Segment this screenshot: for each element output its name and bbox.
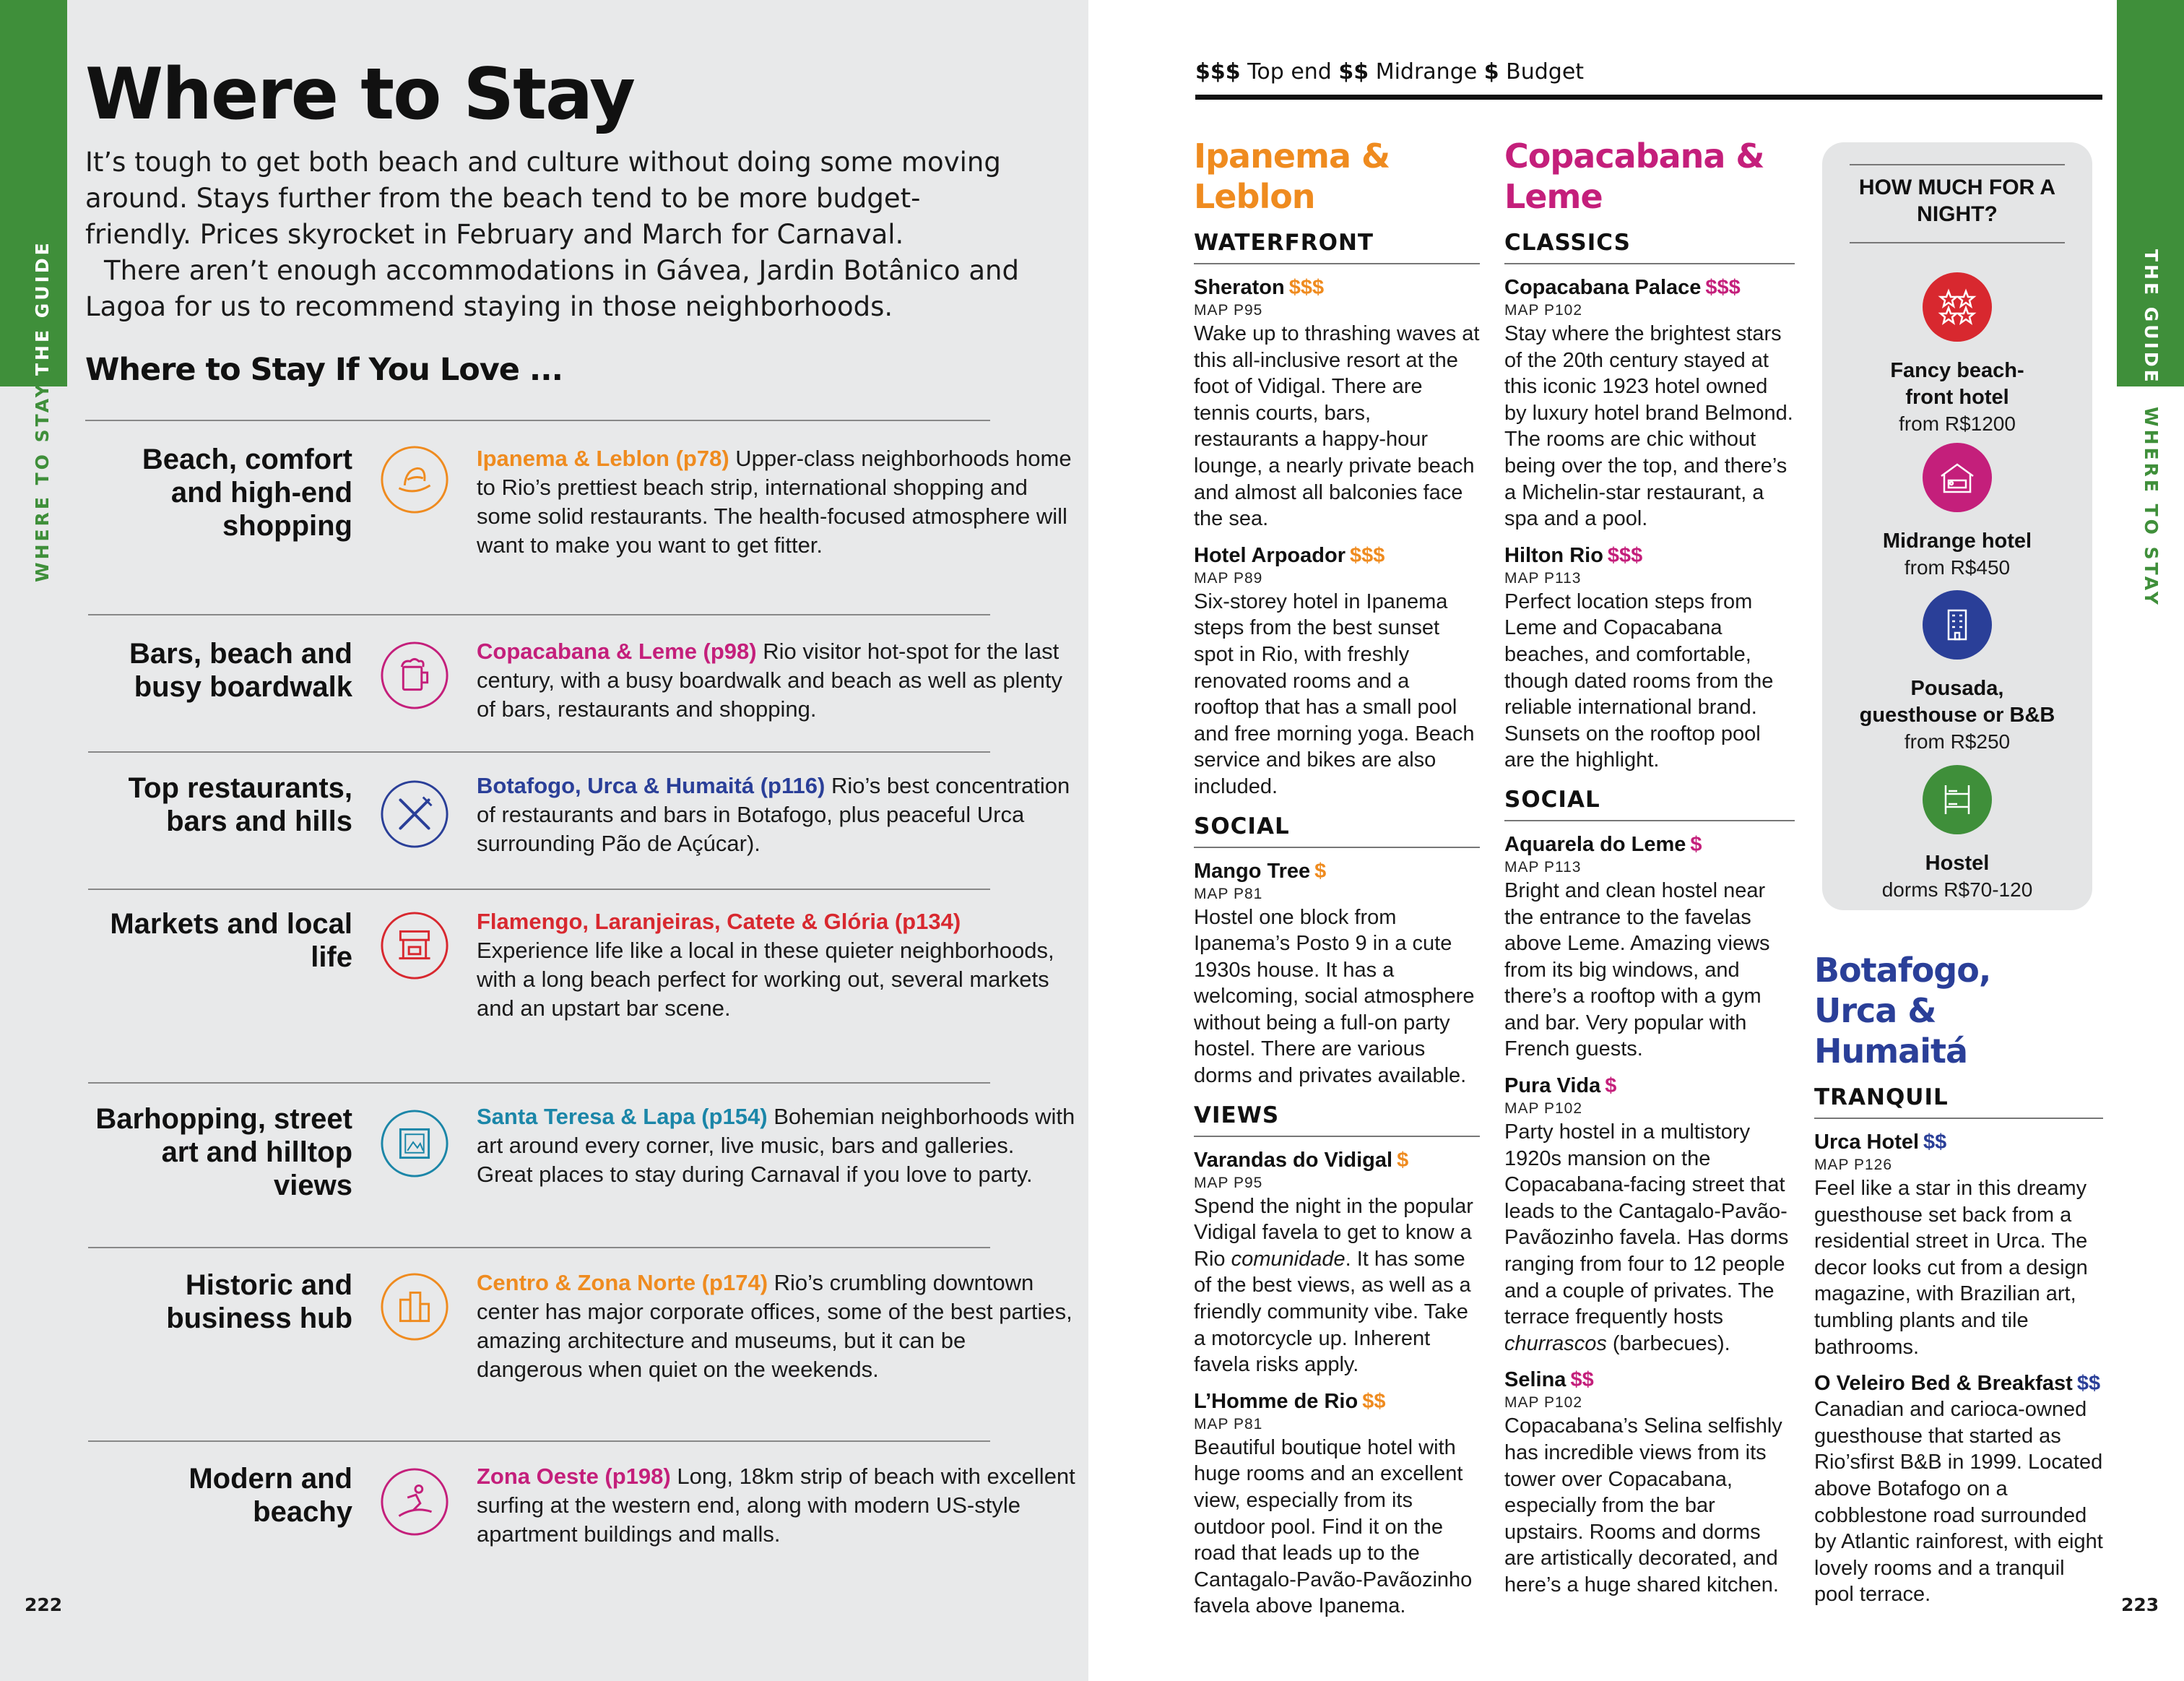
love-text: Experience life like a local in these quieter neighborhoods, with a long beach perfect for working out, several markets and an upstart bar scene. — [477, 938, 1054, 1021]
hotel-description: Beautiful boutique hotel with huge rooms and an excellent view, especially from its outdoor pool. Find it on the road that leads up to the Cantagalo-Pavão-Pavãozinho favela above Ipanema. — [1194, 1435, 1473, 1618]
map-reference[interactable]: MAP P102 — [1504, 302, 1583, 319]
hotel-veleiro — [1814, 1370, 2103, 1608]
love-category: Bars, beach and busy boardwalk — [129, 638, 352, 703]
tab-label-the-guide: THE GUIDE — [2141, 249, 2162, 385]
price-tag: $$$ — [1705, 276, 1741, 299]
hotel-description: Bright and clean hostel near the entrance to the favelas above Leme. Amazing views from its big windows, and there’s a rooftop with a gym and bar. Very popular with French guests. — [1504, 878, 1770, 1061]
hotel-description — [1194, 1193, 1480, 1378]
price-tag: $$$ — [1288, 276, 1325, 299]
hotel-name: Mango Tree — [1194, 859, 1311, 883]
left-page — [0, 0, 1088, 1681]
love-description — [477, 637, 1076, 724]
hotel-name: Hilton Rio — [1504, 543, 1603, 567]
hotel-description: Perfect location steps from Leme and Copacabana beaches, and comfortable, though dated rooms from the reliable international brand. Sunsets on the rooftop pool are the highlight. — [1504, 589, 1774, 772]
love-category: Beach, comfort and high-end shopping — [142, 444, 352, 542]
legend-divider — [1195, 95, 2102, 100]
price-tag: $$$ — [1349, 543, 1385, 567]
area-link-botafogo[interactable]: Botafogo, Urca & Humaitá (p116) — [477, 773, 826, 798]
legend-label: Midrange — [1375, 59, 1478, 85]
legend-symbol: $ — [1483, 59, 1499, 85]
list-item — [88, 614, 1063, 751]
list-item — [88, 1440, 1075, 1578]
desc-part: . It has some of the best views, as well as a friendly community vibe. Take a motorcycle up. Inherent favela risks apply. — [1194, 1247, 1471, 1377]
map-reference[interactable]: MAP P102 — [1504, 1100, 1583, 1118]
legend-symbol: $$$ — [1195, 59, 1241, 85]
hotel-hilton-rio — [1504, 543, 1795, 774]
hotel-bed-icon — [1923, 443, 1992, 512]
hotel-mango-tree — [1194, 858, 1480, 1089]
price-tag: $$ — [1362, 1389, 1386, 1413]
hotel-name: Varandas do Vidigal — [1194, 1148, 1393, 1172]
hotel-lhomme — [1194, 1388, 1480, 1620]
copacabana-column — [1504, 136, 1795, 1599]
list-item — [88, 1082, 1075, 1247]
price-guide-box — [1822, 142, 2092, 910]
love-text: Rio’s crumbling downtown center has major corporate offices, some of the best parties, amazing architecture and museums, but it can be dangerous when quiet on the weekends. — [477, 1270, 1072, 1382]
tab-label-where-to-stay: WHERE TO STAY — [2141, 407, 2162, 608]
map-reference[interactable]: MAP P102 — [1504, 1394, 1583, 1412]
map-reference[interactable]: MAP P95 — [1194, 1174, 1263, 1191]
market-stall-icon — [379, 910, 450, 981]
hotel-name: Urca Hotel — [1814, 1131, 1920, 1154]
price-item-hostel — [1822, 765, 2092, 903]
love-description — [477, 1102, 1076, 1189]
love-category: Barhopping, street art and hilltop views — [95, 1103, 352, 1201]
price-item-price: from R$250 — [1904, 730, 2011, 753]
price-tag: $ — [1314, 859, 1327, 883]
love-text: Bohemian neighborhoods with art around every corner, live music, bars and galleries. Great places to stay during Carnaval if you love to party. — [477, 1104, 1075, 1187]
hotel-description: Hostel one block from Ipanema’s Posto 9 in a cute 1930s house. It has a welcoming, social atmosphere without being a full-on party hostel. There are various dorms and privates available. — [1194, 905, 1475, 1088]
map-reference[interactable]: MAP P113 — [1504, 858, 1582, 876]
legend-label: Top end — [1247, 59, 1332, 85]
list-item — [88, 421, 1072, 614]
page-title: Where to Stay — [85, 53, 634, 136]
love-text: Long, 18km strip of beach with excellent surfing at the western end, along with modern US-style apartment buildings and malls. — [477, 1464, 1075, 1547]
botafogo-column — [1814, 950, 2103, 1608]
price-item-midrange — [1822, 443, 2092, 581]
office-buildings-icon — [379, 1271, 450, 1342]
price-item-name: Pousada, guesthouse or B&B — [1859, 677, 2055, 727]
hotel-name: Pura Vida — [1504, 1074, 1601, 1098]
price-tag: $ — [1397, 1148, 1409, 1172]
intro-paragraph: It’s tough to get both beach and culture without doing some moving around. Stays further from the beach tend to be more budget-friendly. Prices skyrocket in February and March for Carnaval. — [85, 147, 1001, 250]
hotel-name: Hotel Arpoador — [1194, 543, 1346, 567]
hotel-description: Feel like a star in this dreamy guesthouse set back from a residential street in Urca. The decor looks cut from a design magazine, with Brazilian art, tumbling plants and tile bathrooms. — [1814, 1177, 2088, 1359]
love-category: Modern and beachy — [188, 1463, 352, 1528]
area-link-copacabana[interactable]: Copacabana & Leme (p98) — [477, 639, 757, 664]
desc-emphasis: comunidade — [1231, 1247, 1346, 1271]
area-link-centro[interactable]: Centro & Zona Norte (p174) — [477, 1270, 768, 1295]
category-waterfront: WATERFRONT — [1194, 230, 1480, 264]
hotel-pura-vida — [1504, 1073, 1795, 1357]
legend-symbol: $$ — [1338, 59, 1369, 85]
hotel-arpoador — [1194, 543, 1480, 800]
building-icon — [1923, 590, 1992, 660]
tab-label-the-guide: THE GUIDE — [32, 240, 53, 376]
area-link-zona-oeste[interactable]: Zona Oeste (p198) — [477, 1464, 671, 1489]
love-text: Upper-class neighborhoods home to Rio’s prettiest beach strip, international shopping and some solid restaurants. The health-focused atmosphere will want to make you want to get fitter. — [477, 446, 1072, 558]
price-tag: $$ — [1923, 1131, 1947, 1154]
price-item-price: from R$1200 — [1899, 412, 2016, 435]
category-social: SOCIAL — [1504, 787, 1795, 821]
price-tag: $$ — [2076, 1372, 2101, 1396]
beer-mug-icon — [379, 640, 450, 711]
hotel-name: O Veleiro Bed & Breakfast — [1814, 1372, 2073, 1396]
hotel-urca — [1814, 1129, 2103, 1360]
hotel-selina — [1504, 1367, 1795, 1598]
love-description — [477, 444, 1076, 560]
beach-hat-icon — [379, 444, 450, 515]
hotel-name: Copacabana Palace — [1504, 276, 1702, 299]
price-item-name: Fancy beach-front hotel — [1890, 359, 2024, 409]
intro-paragraph: There aren’t enough accommodations in Gávea, Jardin Botânico and Lagoa for us to recommend staying in those neighborhoods. — [85, 255, 1019, 322]
love-category: Historic and business hub — [166, 1269, 352, 1334]
area-link-ipanema[interactable]: Ipanema & Leblon (p78) — [477, 446, 729, 471]
map-reference[interactable]: MAP P126 — [1814, 1157, 1893, 1173]
list-item — [88, 1247, 1072, 1440]
love-category: Top restaurants, bars and hills — [128, 772, 352, 837]
list-item — [88, 889, 1054, 1082]
hotel-name: Selina — [1504, 1368, 1566, 1392]
map-reference[interactable]: MAP P113 — [1504, 569, 1582, 587]
price-tag: $$ — [1570, 1368, 1594, 1392]
page-number: 223 — [2121, 1594, 2159, 1615]
desc-emphasis: churrascos — [1504, 1331, 1607, 1355]
desc-part: Party hostel in a multistory 1920s mansion on the Copacabana-facing street that leads to the Cantagalo-Pavão-Pavãozinho favela. Has dorms ranging from four to 12 people and a couple of privates. The terrace frequently hosts — [1504, 1120, 1789, 1329]
hotel-description: Wake up to thrashing waves at this all-inclusive resort at the foot of Vidigal. There are tennis courts, bars, restaurants a happy-hour lounge, a nearly private beach and almost all balconies face the sea. — [1194, 322, 1480, 531]
love-text: Rio’s best concentration of restaurants and bars in Botafogo, plus peaceful Urca surrounding Pão de Açúcar). — [477, 773, 1070, 856]
hotel-varandas — [1194, 1147, 1480, 1378]
hotel-name: Aquarela do Leme — [1504, 832, 1686, 856]
price-item-price: dorms R$70-120 — [1881, 878, 2033, 901]
price-item-pousada — [1822, 590, 2092, 755]
category-views: VIEWS — [1194, 1102, 1480, 1137]
area-title-copacabana: Copacabana & Leme — [1504, 137, 1764, 216]
fork-knife-icon — [379, 779, 450, 850]
price-box-heading: HOW MUCH FOR A NIGHT? — [1850, 164, 2065, 243]
map-reference[interactable]: MAP P81 — [1194, 885, 1263, 902]
bunk-bed-icon — [1923, 765, 1992, 834]
surfer-icon — [379, 1466, 450, 1537]
hotel-description: Copacabana’s Selina selfishly has incredible views from its tower over Copacabana, especially from the bar upstairs. Rooms and dorms are artistically decorated, and here’s a huge shared kitchen. — [1504, 1414, 1782, 1596]
love-text: Rio visitor hot-spot for the last century, with a busy boardwalk and beach as well as plenty of bars, restaurants and shopping. — [477, 639, 1063, 722]
intro-text — [85, 144, 1024, 325]
tab-label-where-to-stay: WHERE TO STAY — [32, 381, 53, 582]
stars-icon — [1923, 272, 1992, 342]
hotel-name: L’Homme de Rio — [1194, 1389, 1358, 1413]
price-item-name: Midrange hotel — [1882, 530, 2032, 553]
love-category: Markets and local life — [110, 908, 352, 973]
category-classics: CLASSICS — [1504, 230, 1795, 264]
page-number: 222 — [25, 1594, 63, 1615]
ipanema-column — [1194, 136, 1480, 1620]
love-description — [477, 772, 1076, 858]
price-tag: $ — [1605, 1074, 1617, 1098]
hotel-aquarela — [1504, 831, 1795, 1063]
hotel-description: Canadian and carioca-owned guesthouse that started as Rio’sfirst B&B in 1999. Located above Botafogo on a cobblestone road surrounded by Atlantic rainforest, with eight lovely rooms and a tranquil pool terrace. — [1814, 1398, 2103, 1607]
section-subhead: Where to Stay If You Love ... — [85, 352, 563, 388]
hotel-name: Sheraton — [1194, 276, 1285, 299]
area-title-ipanema: Ipanema & Leblon — [1194, 137, 1390, 216]
hotel-sheraton — [1194, 275, 1480, 532]
price-legend — [1195, 59, 1584, 85]
love-description — [477, 1462, 1076, 1549]
price-item-price: from R$450 — [1904, 556, 2011, 579]
area-link-santa-teresa[interactable]: Santa Teresa & Lapa (p154) — [477, 1104, 768, 1129]
map-reference[interactable]: MAP P89 — [1194, 569, 1263, 587]
love-description — [477, 907, 1076, 1023]
map-reference[interactable]: MAP P95 — [1194, 302, 1263, 319]
hotel-description: Stay where the brightest stars of the 20th century stayed at this iconic 1923 hotel owned by luxury hotel brand Belmond. The rooms are chic without being over the top, and there’s a Michelin-star restaurant, a spa and a pool. — [1504, 322, 1793, 531]
hotel-copacabana-palace — [1504, 275, 1795, 532]
love-description — [477, 1269, 1076, 1384]
category-social: SOCIAL — [1194, 813, 1480, 848]
list-item — [88, 751, 1070, 889]
price-tag: $$$ — [1607, 543, 1643, 567]
price-item-name: Hostel — [1925, 852, 1990, 875]
price-tag: $ — [1690, 832, 1702, 856]
legend-label: Budget — [1506, 59, 1585, 85]
area-link-flamengo[interactable]: Flamengo, Laranjeiras, Catete & Glória (p134) — [477, 909, 961, 934]
desc-part: (barbecues). — [1606, 1331, 1730, 1355]
right-page — [1088, 0, 2184, 1681]
hotel-description: Six-storey hotel in Ipanema steps from the best sunset spot in Rio, with freshly renovated rooms and a rooftop that has a small pool and free morning yoga. Beach service and bikes are also included. — [1194, 589, 1475, 798]
framed-art-icon — [379, 1108, 450, 1179]
price-item-fancy — [1822, 272, 2092, 437]
map-reference[interactable]: MAP P81 — [1194, 1415, 1263, 1432]
category-tranquil: TRANQUIL — [1814, 1084, 2103, 1119]
desc-part: Spend the night in the popular Vidigal favela to get to know a Rio — [1194, 1194, 1473, 1271]
area-title-botafogo: Botafogo, Urca & Humaitá — [1814, 951, 1991, 1071]
hotel-description — [1504, 1119, 1795, 1357]
